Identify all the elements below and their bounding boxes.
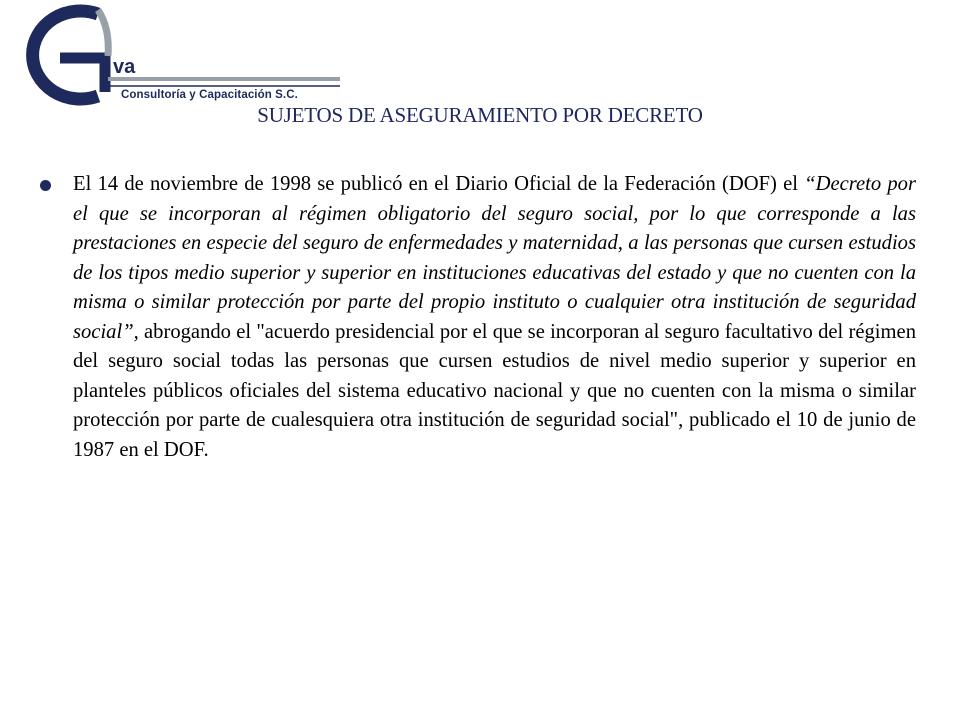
bullet-intro: El 14 de noviembre de 1998 se publicó en el Diario Oficial de la Federación (DOF) el — [73, 173, 805, 195]
bullet-rest: abrogando el "acuerdo presidencial por el que se incorporan al seguro facultativo del régimen del seguro social todas las personas que cursen estudios de nivel medio superior y superior en planteles públicos oficiales del sistema educativo nacional y que no cuenten con la misma o similar protección por parte de cualesquiera otra institución de seguridad social", publicado el 10 de junio de 1987 en el DOF. — [73, 320, 916, 461]
bullet-text — [73, 170, 916, 465]
company-logo — [0, 0, 350, 115]
logo-letters: va — [113, 56, 136, 78]
bullet-dot-icon — [40, 180, 51, 191]
logo-caption: Consultoría y Capacitación S.C. — [121, 89, 298, 101]
bullet-decree-quote: “Decreto por el que se incorporan al régimen obligatorio del seguro social, por lo que corresponde a las prestaciones en especie del seguro de enfermedades y maternidad, a las personas que cursen estudios de los tipos medio superior y superior en instituciones educativas del estado y que no cuenten con la misma o similar protección por parte del propio instituto o cualquier otra institución de seguridad social”, — [73, 173, 916, 343]
slide-title: SUJETOS DE ASEGURAMIENTO POR DECRETO — [257, 103, 703, 127]
